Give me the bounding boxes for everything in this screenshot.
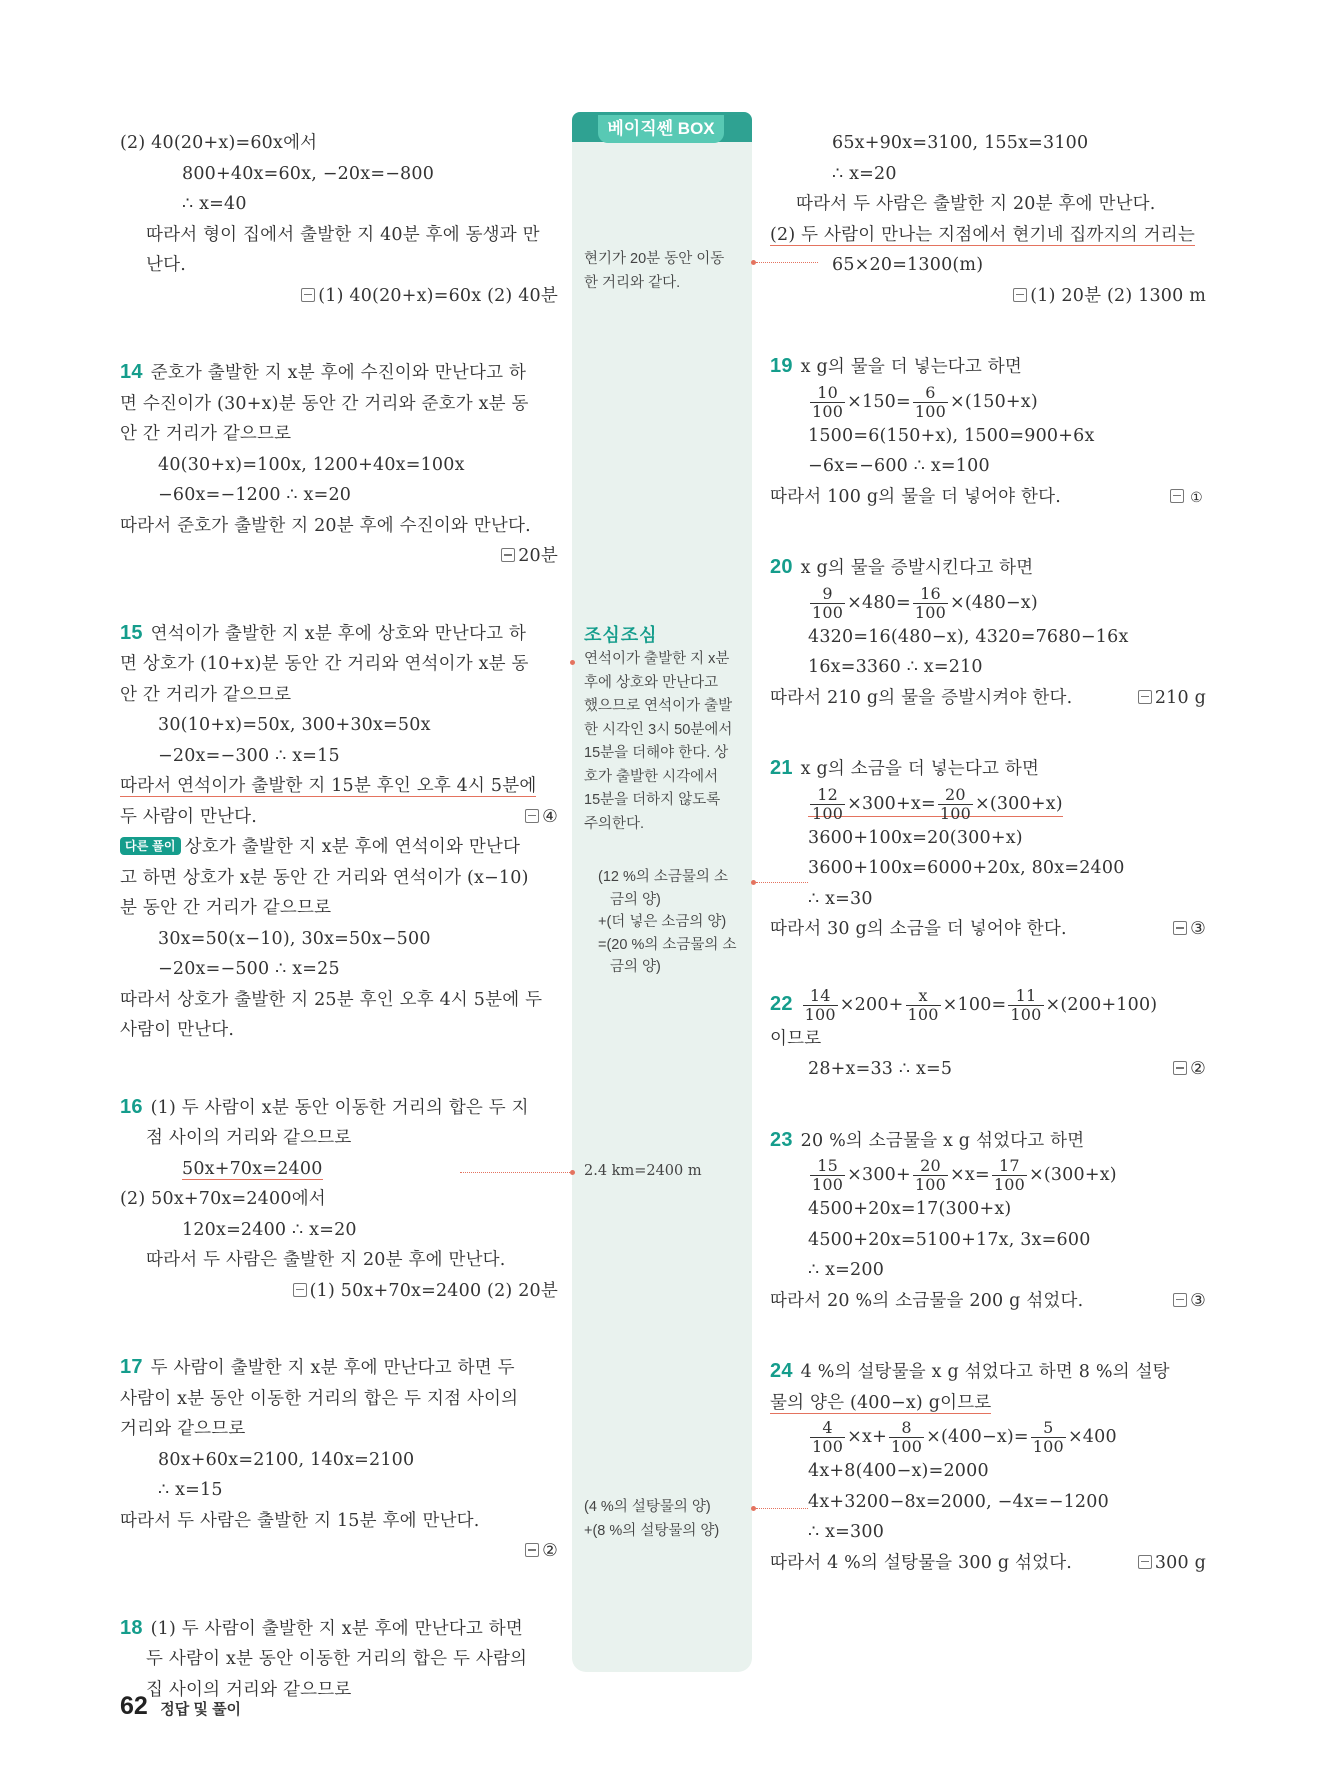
box-header-label: 베이직쎈 BOX	[598, 115, 724, 143]
side-note-4: (4 %의 설탕물의 양) +(8 %의 설탕물의 양)	[584, 1499, 720, 1539]
page-footer	[120, 1692, 241, 1721]
solution-line: ∴ x=15	[158, 1480, 223, 1500]
solution-line: 따라서 상호가 출발한 지 25분 후인 오후 4시 5분에 두	[120, 989, 543, 1010]
solution-line: 3600+100x=6000+20x, 80x=2400	[808, 858, 1125, 878]
solution-line: 65x+90x=3100, 155x=3100	[832, 133, 1089, 153]
solution-line: 두 사람이 만난다. ④	[120, 802, 558, 833]
solution-line: 4x+8(400−x)=2000	[808, 1461, 989, 1481]
alt-solution-badge: 다른 풀이	[120, 837, 181, 855]
answer-line: 300 g	[1138, 1548, 1206, 1579]
solution-line: 거리와 같으므로	[120, 1419, 246, 1439]
solution-line: (2) 50x+70x=2400에서	[120, 1189, 326, 1209]
caution-note: 조심조심 연석이가 출발한 지 x분 후에 상호와 만난다고 했으므로 연석이가 출발 한 시각인 3시 50분에서 15분을 더해야 한다. 상 호가 출발한 시각에서 15분을 더하지 않도록 주의한다.	[584, 622, 752, 836]
solution-line: 4320=16(480−x), 4320=7680−16x	[808, 626, 1129, 647]
solution-line: 따라서 준호가 출발한 지 20분 후에 수진이와 만난다.	[120, 515, 531, 536]
solution-line: 30x=50(x−10), 30x=50x−500	[158, 928, 431, 949]
problem-19: 19 x g의 물을 더 넣는다고 하면	[770, 355, 1022, 377]
solution-line: 3600+100x=20(300+x)	[808, 827, 1023, 848]
answer-icon	[1138, 1555, 1152, 1569]
left-column	[120, 128, 558, 1705]
fraction-equation: $\frac{4}{100}$ ×x+ $\frac{8}{100}$ ×(400−x)= $\frac{5}{100}$ ×400	[812, 1418, 1117, 1456]
solution-line: 따라서 4 %의 설탕물을 300 g 섞었다. 300 g	[770, 1548, 1206, 1579]
problem-23: 23 20 %의 소금물을 x g 섞었다고 하면	[770, 1128, 1085, 1151]
solution-line: 16x=3360 ∴ x=210	[808, 657, 983, 677]
solution-line: −20x=−500 ∴ x=25	[158, 959, 340, 979]
answer-icon	[525, 809, 539, 823]
answer-icon	[1013, 288, 1027, 302]
problem-24: 24 4 %의 설탕물을 x g 섞었다고 하면 8 %의 설탕	[770, 1360, 1170, 1382]
answer-line: ①	[1170, 482, 1206, 513]
solution-line: 따라서 두 사람은 출발한 지 20분 후에 만난다.	[796, 194, 1156, 214]
solution-line: 1500=6(150+x), 1500=900+6x	[808, 425, 1095, 446]
solution-line: 면 수진이가 (30+x)분 동안 간 거리와 준호가 x분 동	[120, 393, 529, 414]
solution-line: 4x+3200−8x=2000, −4x=−1200	[808, 1491, 1109, 1512]
problem-15: 15 연석이가 출발한 지 x분 후에 상호와 만난다고 하	[120, 621, 527, 644]
solution-line: 28+x=33 ∴ x=5 ②	[770, 1054, 1206, 1085]
solution-line: 따라서 210 g의 물을 증발시켜야 한다. 210 g	[770, 683, 1206, 714]
alt-solution: 다른 풀이 상호가 출발한 지 x분 후에 연석이와 만난다	[120, 832, 558, 863]
problem-14: 14 준호가 출발한 지 x분 후에 수진이와 만난다고 하	[120, 361, 527, 383]
fraction-equation: $\frac{9}{100}$ ×480= $\frac{16}{100}$ ×(480−x)	[812, 583, 1038, 622]
solution-line: 4500+20x=5100+17x, 3x=600	[808, 1229, 1091, 1250]
fraction-equation: $\frac{10}{100}$ ×150= $\frac{6}{100}$ ×(150+x)	[812, 382, 1038, 421]
solution-line: 따라서 연석이가 출발한 지 15분 후인 오후 4시 5분에	[120, 776, 537, 796]
right-column	[770, 128, 1206, 1578]
problem-17: 17 두 사람이 출발한 지 x분 후에 만난다고 하면 두	[120, 1356, 515, 1378]
solution-line: −60x=−1200 ∴ x=20	[158, 485, 352, 505]
solution-line: 30(10+x)=50x, 300+30x=50x	[158, 715, 431, 735]
solution-line: 면 상호가 (10+x)분 동안 간 거리와 연석이가 x분 동	[120, 654, 529, 674]
solution-line: 4500+20x=17(300+x)	[808, 1199, 1012, 1219]
solution-line: 분 동안 간 거리가 같으므로	[120, 898, 332, 918]
problem-22: 22 $\frac{14}{100}$ ×200+ $\frac{x}{100}$ ×100= $\frac{11}{100}$ ×(200+100)	[770, 985, 1158, 1024]
solution-line: 따라서 두 사람은 출발한 지 15분 후에 만난다.	[120, 1510, 480, 1531]
solution-line: 80x+60x=2100, 140x=2100	[158, 1449, 415, 1470]
solution-line: 안 간 거리가 같으므로	[120, 424, 292, 444]
solution-line: ∴ x=30	[808, 888, 873, 909]
answer-icon	[1170, 489, 1184, 503]
solution-line: 고 하면 상호가 x분 동안 간 거리와 연석이가 (x−10)	[120, 867, 529, 888]
solution-line: 난다.	[146, 255, 186, 275]
footer-label: 정답 및 풀이	[160, 1701, 242, 1718]
solution-line: 점 사이의 거리와 같으므로	[146, 1128, 352, 1148]
problem-16: 16 (1) 두 사람이 x분 동안 이동한 거리의 합은 두 지	[120, 1095, 529, 1118]
side-note-2: (12 %의 소금물의 소 금의 양) +(더 넣은 소금의 양) =(20 %의 소금물의 소 금의 양)	[598, 869, 737, 975]
solution-line: 50x+70x=2400	[182, 1158, 323, 1179]
problem-18: 18 (1) 두 사람이 출발한 지 x분 후에 만난다고 하면	[120, 1616, 523, 1639]
answer-icon	[1173, 921, 1187, 935]
problem-20: 20 x g의 물을 증발시킨다고 하면	[770, 556, 1034, 578]
answer-line: (1) 20분 (2) 1300 m	[770, 281, 1206, 312]
solution-line: 사람이 x분 동안 이동한 거리의 합은 두 지점 사이의	[120, 1388, 519, 1409]
solution-line: 따라서 형이 집에서 출발한 지 40분 후에 동생과 만	[146, 224, 540, 245]
solution-line: 따라서 100 g의 물을 더 넣어야 한다. ①	[770, 482, 1206, 513]
solution-line: ∴ x=20	[832, 163, 897, 184]
answer-icon	[301, 288, 315, 302]
caution-title: 조심조심	[584, 625, 658, 645]
answer-line: ②	[1173, 1054, 1206, 1085]
solution-line: 두 사람이 x분 동안 이동한 거리의 합은 두 사람의	[146, 1649, 528, 1669]
solution-line: 이므로	[770, 1028, 822, 1049]
connector-dot	[570, 1170, 575, 1175]
problem-21: 21 x g의 소금을 더 넣는다고 하면	[770, 757, 1040, 779]
connector-dot	[570, 660, 575, 665]
answer-icon	[501, 548, 515, 562]
solution-line: 40(30+x)=100x, 1200+40x=100x	[158, 454, 465, 475]
page-number: 62	[120, 1692, 148, 1720]
solution-line: 120x=2400 ∴ x=20	[182, 1219, 357, 1240]
side-note-3: 2.4 km=2400 m	[584, 1163, 702, 1179]
answer-icon	[1138, 690, 1152, 704]
answer-icon	[293, 1283, 307, 1297]
solution-line: 따라서 두 사람은 출발한 지 20분 후에 만난다.	[146, 1250, 506, 1270]
solution-line: 사람이 만난다.	[120, 1020, 235, 1040]
answer-line: ④	[525, 802, 558, 833]
solution-line: ∴ x=40	[182, 194, 247, 214]
solution-line: ∴ x=200	[808, 1260, 885, 1280]
solution-line: 800+40x=60x, −20x=−800	[182, 163, 435, 184]
solution-line: 따라서 20 %의 소금물을 200 g 섞었다. ③	[770, 1286, 1206, 1317]
solution-line: 집 사이의 거리와 같으므로	[146, 1679, 352, 1700]
answer-line: (1) 40(20+x)=60x (2) 40분	[120, 281, 558, 312]
answer-icon	[1173, 1293, 1187, 1307]
solution-line: 물의 양은 (400−x) g이므로	[770, 1392, 992, 1413]
fraction-equation: $\frac{12}{100}$ ×300+x= $\frac{20}{100}$ ×(300+x)	[770, 785, 1206, 823]
solution-line: 안 간 거리가 같으므로	[120, 684, 292, 705]
answer-icon	[1173, 1061, 1187, 1075]
solution-line: 65×20=1300(m)	[832, 255, 984, 275]
fraction-equation: $\frac{15}{100}$ ×300+ $\frac{20}{100}$ ×x= $\frac{17}{100}$ ×(300+x)	[812, 1156, 1117, 1194]
answer-line: ③	[1173, 914, 1206, 945]
side-note-1: 현기가 20분 동안 이동 한 거리와 같다.	[584, 251, 725, 291]
solution-line: −6x=−600 ∴ x=100	[808, 456, 990, 476]
answer-line: ②	[120, 1536, 558, 1567]
solution-line: (2) 두 사람이 만나는 지점에서 현기네 집까지의 거리는	[770, 224, 1195, 245]
answer-icon	[525, 1543, 539, 1557]
solution-line: (2) 40(20+x)=60x에서	[120, 133, 318, 153]
solution-line: −20x=−300 ∴ x=15	[158, 745, 340, 766]
answer-line: 210 g	[1138, 683, 1206, 714]
answer-line: 20분	[120, 541, 558, 572]
solution-line: ∴ x=300	[808, 1522, 885, 1542]
answer-line: ③	[1173, 1286, 1206, 1317]
solution-line: 따라서 30 g의 소금을 더 넣어야 한다. ③	[770, 914, 1206, 945]
answer-line: (1) 50x+70x=2400 (2) 20분	[120, 1276, 558, 1307]
